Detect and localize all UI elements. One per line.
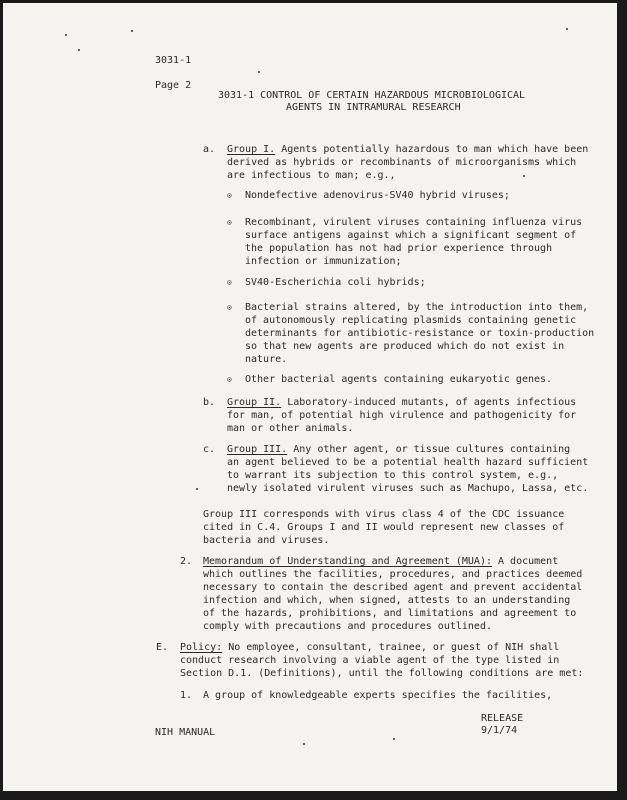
item-2-marker: 2. bbox=[180, 556, 193, 567]
group3-note-line-3: bacteria and viruses. bbox=[203, 535, 330, 546]
bullet-4-line-1: Bacterial strains altered, by the introduction into them, bbox=[245, 302, 589, 313]
group-a-heading: Group I. bbox=[227, 144, 276, 155]
bullet-4-line-3: determinants for antibiotic-resistance or toxin-production bbox=[245, 328, 595, 339]
bullet-5-text: Other bacterial agents containing eukaryotic genes. bbox=[245, 374, 553, 385]
scan-speck bbox=[566, 28, 568, 30]
group-c-paragraph bbox=[227, 443, 570, 456]
scan-speck bbox=[523, 175, 525, 177]
item-2-line-6: comply with precautions and procedures outlined. bbox=[203, 621, 492, 632]
footer-manual: NIH MANUAL bbox=[155, 727, 216, 738]
item-2-line-5: of the hazards, prohibitions, and limitations and agreement to bbox=[203, 608, 577, 619]
doc-number: 3031-1 bbox=[155, 55, 192, 66]
scan-speck bbox=[258, 71, 260, 73]
group-c-marker: c. bbox=[203, 444, 216, 455]
group-c-line-2: an agent believed to be a potential health hazard sufficient bbox=[227, 457, 589, 468]
scan-speck bbox=[131, 30, 133, 32]
bullet-icon: ⊙ bbox=[227, 191, 232, 200]
policy-line-1: No employee, consultant, trainee, or guest of NIH shall bbox=[228, 642, 560, 653]
item-2-line-1: A document bbox=[498, 556, 559, 567]
group-b-heading: Group II. bbox=[227, 397, 282, 408]
scan-speck bbox=[78, 49, 80, 51]
group-b-line-3: man or other animals. bbox=[227, 423, 354, 434]
scan-speck bbox=[303, 743, 305, 745]
item-2-paragraph bbox=[203, 555, 558, 568]
bullet-2-line-3: the population has not had prior experience through bbox=[245, 243, 553, 254]
scan-speck bbox=[196, 488, 198, 490]
item-2-heading: Memorandum of Understanding and Agreement (MUA): bbox=[203, 556, 492, 567]
policy-paragraph bbox=[180, 641, 559, 654]
group-c-line-4: newly isolated virulent viruses such as Machupo, Lassa, etc. bbox=[227, 483, 589, 494]
group-b-line-2: for man, of potential high virulence and pathogenicity for bbox=[227, 410, 577, 421]
bullet-4-line-2: of autonomously replicating plasmids containing genetic bbox=[245, 315, 577, 326]
group3-note-line-1: Group III corresponds with virus class 4 of the CDC issuance bbox=[203, 509, 565, 520]
footer-release-label: RELEASE bbox=[481, 713, 524, 724]
group-c-heading: Group III. bbox=[227, 444, 288, 455]
bullet-icon: ⊙ bbox=[227, 303, 232, 312]
title-line-1: 3031-1 CONTROL OF CERTAIN HAZARDOUS MICROBIOLOGICAL bbox=[218, 90, 526, 101]
group-c-line-3: to warrant its subjection to this control system, e.g., bbox=[227, 470, 559, 481]
group-b-paragraph bbox=[227, 396, 576, 409]
policy-marker: E. bbox=[156, 642, 169, 653]
title-line-2: AGENTS IN INTRAMURAL RESEARCH bbox=[286, 102, 461, 113]
policy-line-2: conduct research involving a viable agent of the type listed in bbox=[180, 655, 560, 666]
bullet-2-line-1: Recombinant, virulent viruses containing influenza virus bbox=[245, 217, 583, 228]
bullet-3-text: SV40-Escherichia coli hybrids; bbox=[245, 277, 426, 288]
bullet-4-line-5: nature. bbox=[245, 354, 288, 365]
bullet-icon: ⊙ bbox=[227, 278, 232, 287]
group-b-line-1: Laboratory-induced mutants, of agents infectious bbox=[287, 397, 577, 408]
bullet-2-line-4: infection or immunization; bbox=[245, 256, 402, 267]
group-a-line-3: are infectious to man; e.g., bbox=[227, 170, 396, 181]
scan-speck bbox=[65, 34, 67, 36]
item-2-line-3: necessary to contain the described agent and prevent accidental bbox=[203, 582, 583, 593]
document-page bbox=[3, 3, 617, 791]
group-a-line-1: Agents potentially hazardous to man which have been bbox=[281, 144, 589, 155]
group-b-marker: b. bbox=[203, 397, 216, 408]
item-2-line-2: which outlines the facilities, procedures, and practices deemed bbox=[203, 569, 583, 580]
item-2-line-4: infection and which, when signed, attests to an understanding bbox=[203, 595, 571, 606]
group-c-line-1: Any other agent, or tissue cultures containing bbox=[293, 444, 571, 455]
bullet-1-text: Nondefective adenovirus-SV40 hybrid viruses; bbox=[245, 190, 510, 201]
bullet-4-line-4: so that new agents are produced which do not exist in bbox=[245, 341, 565, 352]
policy-line-3: Section D.1. (Definitions), until the following conditions are met: bbox=[180, 668, 584, 679]
bullet-2-line-2: surface antigens against which a significant segment of bbox=[245, 230, 577, 241]
item-1-text: A group of knowledgeable experts specifies the facilities, bbox=[203, 690, 553, 701]
group3-note-line-2: cited in C.4. Groups I and II would represent new classes of bbox=[203, 522, 565, 533]
footer-release-date: 9/1/74 bbox=[481, 725, 518, 736]
item-1-marker: 1. bbox=[180, 690, 193, 701]
bullet-icon: ⊙ bbox=[227, 375, 232, 384]
scan-speck bbox=[393, 738, 395, 740]
bullet-icon: ⊙ bbox=[227, 218, 232, 227]
page-number: Page 2 bbox=[155, 80, 192, 91]
group-a-marker: a. bbox=[203, 144, 216, 155]
group-a-line-2: derived as hybrids or recombinants of microorganisms which bbox=[227, 157, 577, 168]
group-a-paragraph bbox=[227, 143, 588, 156]
policy-heading: Policy: bbox=[180, 642, 223, 653]
